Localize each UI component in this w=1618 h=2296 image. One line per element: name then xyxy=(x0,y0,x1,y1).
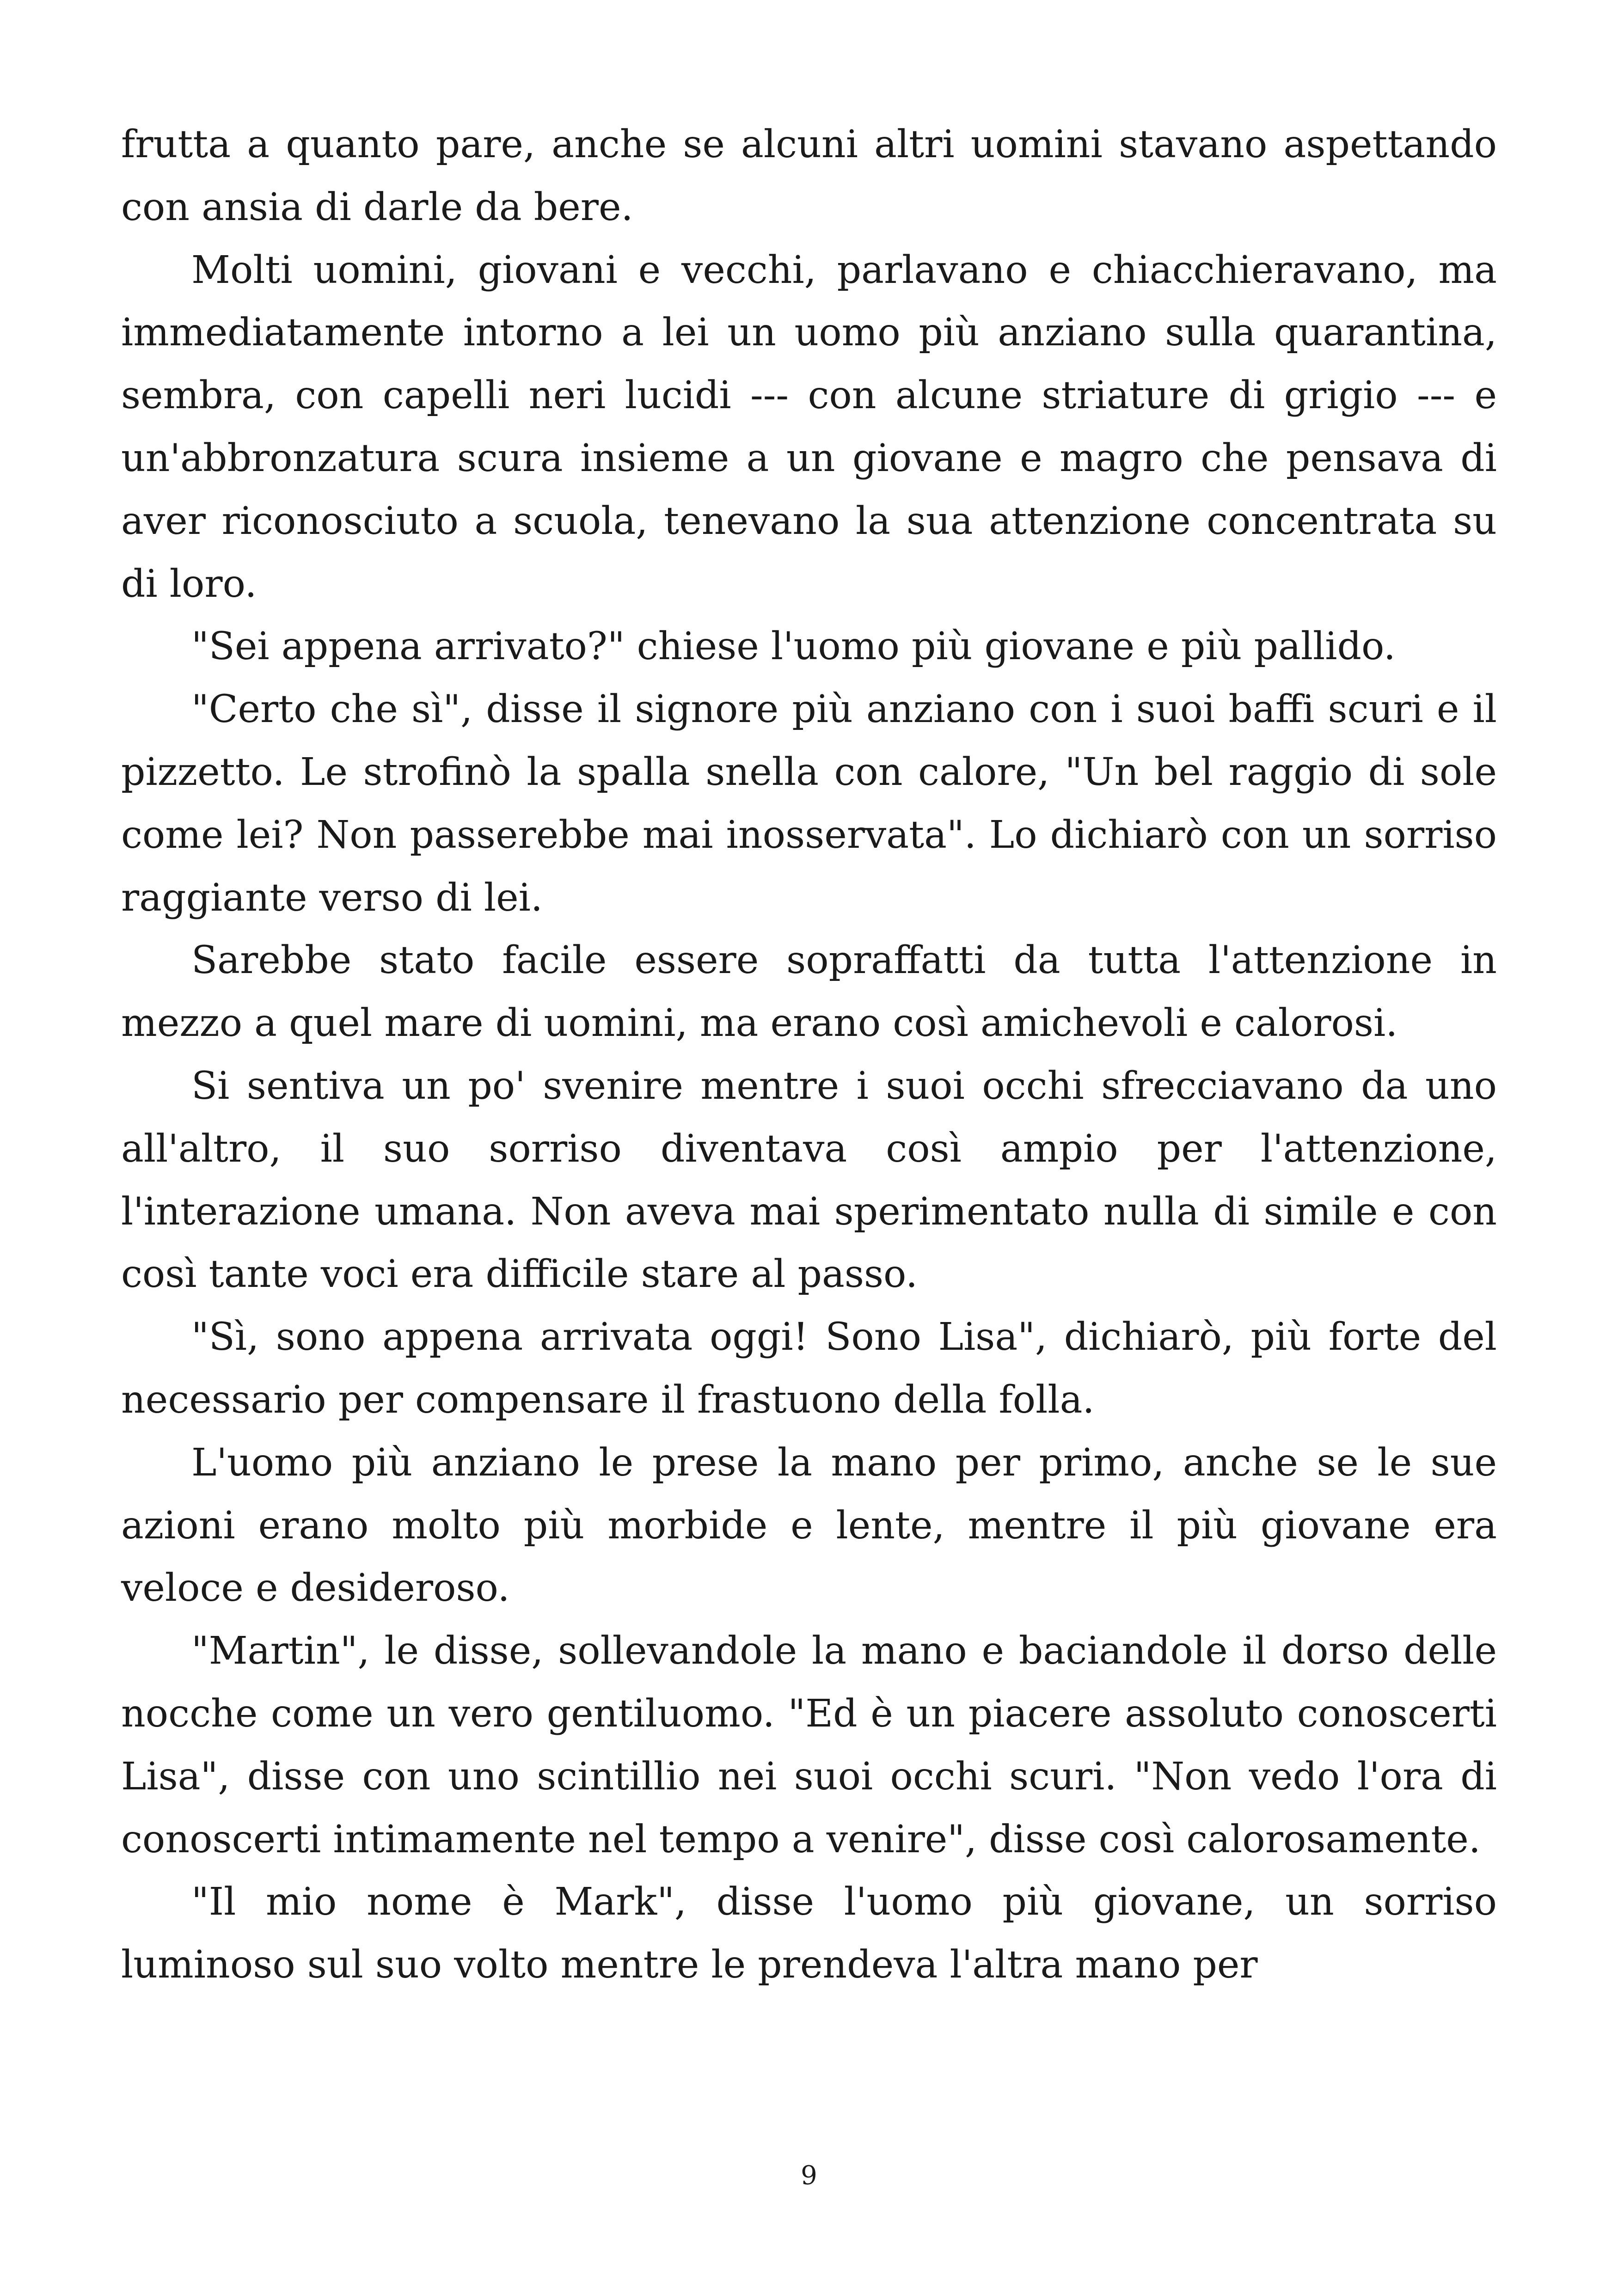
page-number: 9 xyxy=(801,2161,817,2191)
paragraph: "Martin", le disse, sollevandole la mano e baciandole il dorso delle nocche come un vero gentiluomo. "Ed è un piacere assoluto conoscerti Lisa", disse con uno scintillio nei suoi occhi scuri. "Non vedo l'ora di conoscerti intimamente nel tempo a venire", disse così calorosamente. xyxy=(121,1629,1497,1861)
paragraph: "Il mio nome è Mark", disse l'uomo più giovane, un sorriso luminoso sul suo volto mentre le prendeva l'altra mano per xyxy=(121,1880,1497,1987)
body-text xyxy=(121,113,1497,1996)
paragraph-continuation: frutta a quanto pare, anche se alcuni altri uomini stavano aspettando con ansia di darle da bere. xyxy=(121,122,1497,229)
paragraph: Molti uomini, giovani e vecchi, parlavano e chiacchieravano, ma immediatamente intorno a lei un uomo più anziano sulla quarantina, sembra, con capelli neri lucidi --- con alcune striature di grigio --- e un'abbronzatura scura insieme a un giovane e magro che pensava di aver riconosciuto a scuola, tenevano la sua attenzione concentrata su di loro. xyxy=(121,248,1497,606)
paragraph: Si sentiva un po' svenire mentre i suoi occhi sfrecciavano da uno all'altro, il suo sorriso diventava così ampio per l'attenzione, l'interazione umana. Non aveva mai sperimentato nulla di simile e con così tante voci era difficile stare al passo. xyxy=(121,1064,1497,1297)
paragraph: "Sì, sono appena arrivata oggi! Sono Lisa", dichiarò, più forte del necessario per compensare il frastuono della folla. xyxy=(121,1315,1497,1422)
paragraph: "Sei appena arrivato?" chiese l'uomo più giovane e più pallido. xyxy=(191,625,1396,669)
paragraph: "Certo che sì", disse il signore più anziano con i suoi baffi scuri e il pizzetto. Le strofinò la spalla snella con calore, "Un bel raggio di sole come lei? Non passerebbe mai inosservata". Lo dichiarò con un sorriso raggiante verso di lei. xyxy=(121,687,1497,920)
paragraph: L'uomo più anziano le prese la mano per primo, anche se le sue azioni erano molto più morbide e lente, mentre il più giovane era veloce e desideroso. xyxy=(121,1440,1497,1610)
paragraph: Sarebbe stato facile essere sopraffatti da tutta l'attenzione in mezzo a quel mare di uomini, ma erano così amichevoli e calorosi. xyxy=(121,938,1497,1046)
